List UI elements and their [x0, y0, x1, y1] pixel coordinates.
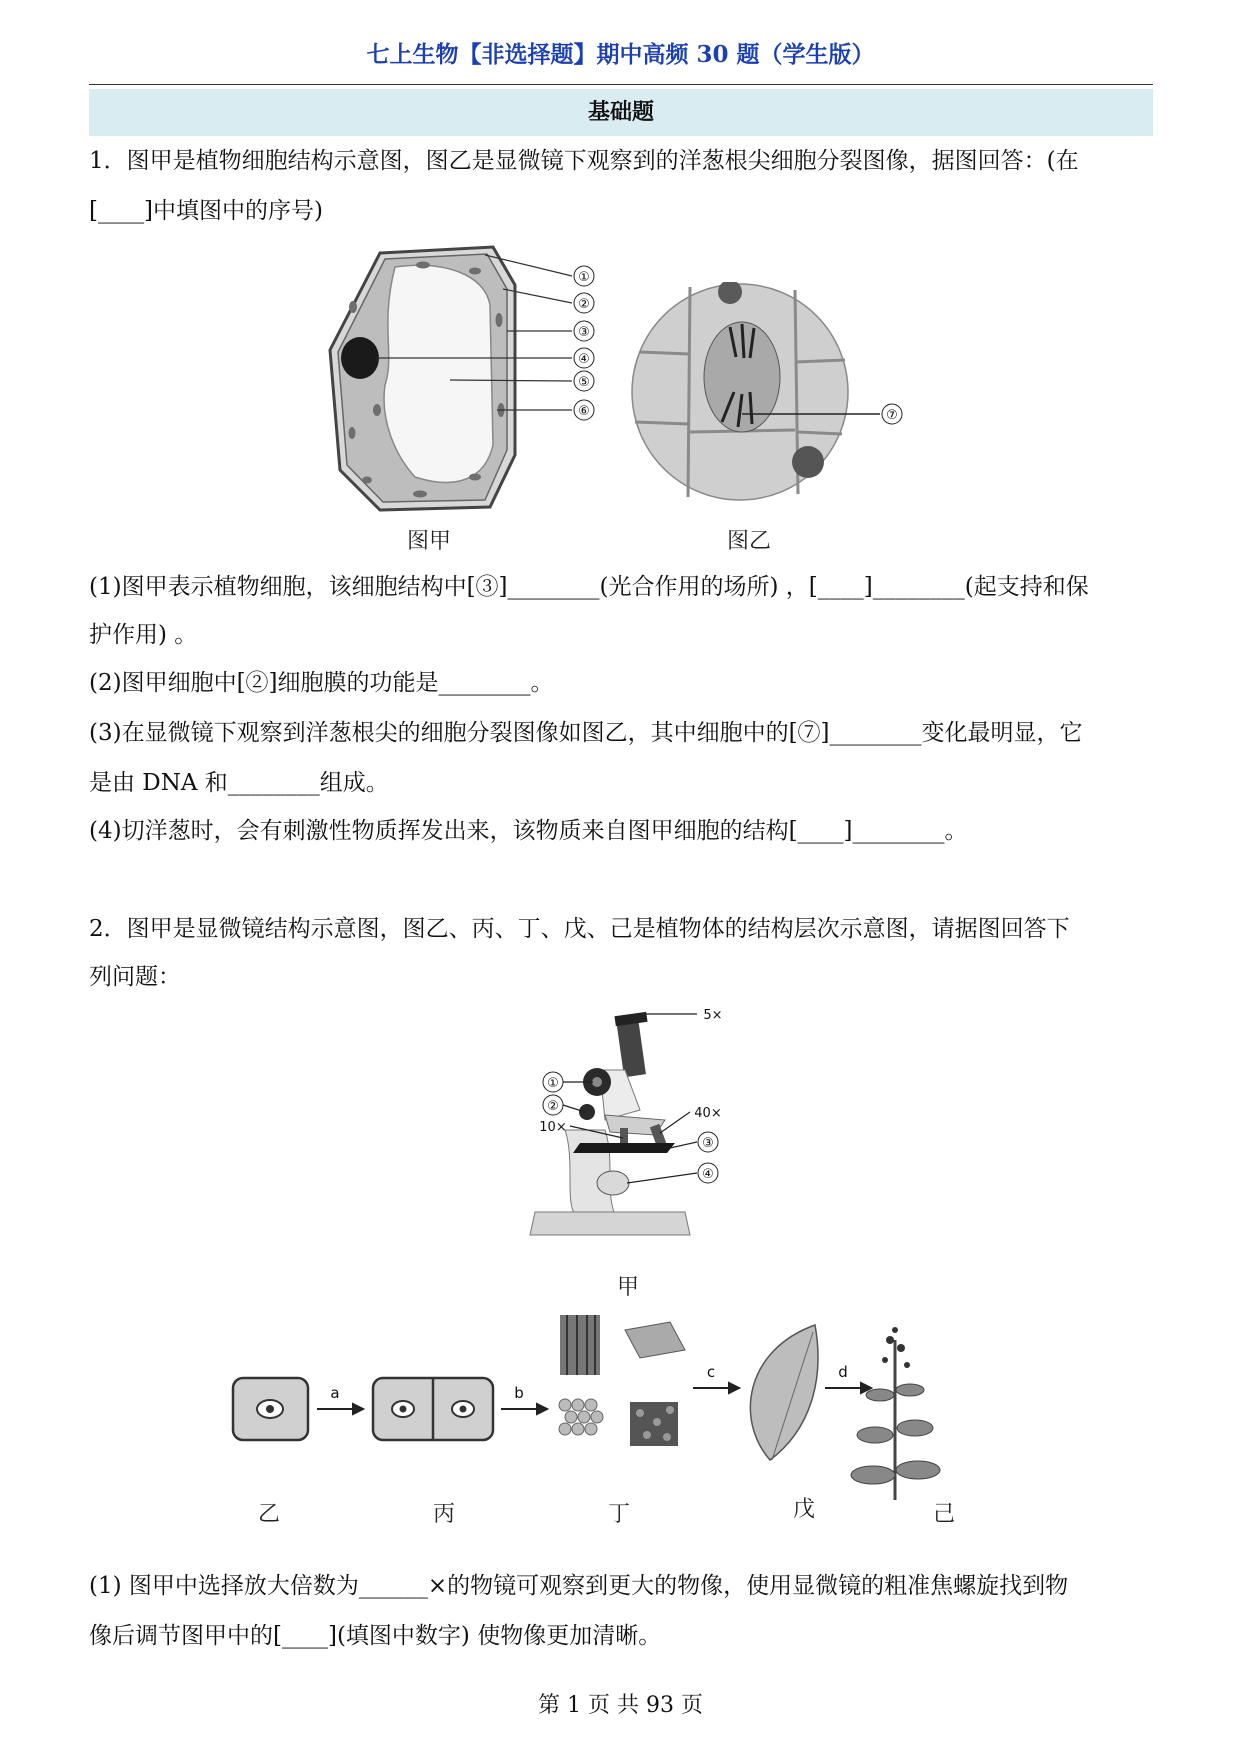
q2-sub1-line2: 像后调节图甲中的[____](填图中数字) 使物像更加清晰。	[89, 1623, 662, 1649]
q1-sub3-line1: (3)在显微镜下观察到洋葱根尖的细胞分裂图像如图乙，其中细胞中的[⑦]________变化最明显，它	[89, 720, 1083, 746]
arrow-label-d: d	[838, 1363, 848, 1381]
micro-label-10x: 10×	[539, 1120, 567, 1135]
micro-label-40x: 40×	[694, 1106, 722, 1121]
q1-stem-line2: [____]中填图中的序号)	[89, 198, 323, 224]
arrow-label-b: b	[514, 1384, 524, 1402]
q1-sub3-line2: 是由 DNA 和________组成。	[89, 770, 389, 796]
onion-root-micrograph	[630, 282, 920, 512]
cell-label-4: ④	[578, 352, 590, 367]
q1-caption-yi: 图乙	[727, 529, 772, 554]
stage-label-yi: 乙	[258, 1502, 281, 1527]
q2-stem-line2: 列问题：	[89, 964, 181, 990]
plant-cell-diagram	[325, 245, 620, 525]
q2-sub1-line1: (1) 图甲中选择放大倍数为______×的物镜可观察到更大的物像，使用显微镜的粗准焦螺旋找到物	[89, 1573, 1069, 1599]
q2-caption-jia: 甲	[617, 1275, 640, 1300]
cell-label-6: ⑥	[578, 404, 590, 419]
cell-label-1: ①	[578, 270, 590, 285]
cell-label-3: ③	[578, 325, 590, 340]
q1-sub1-line1: (1)图甲表示植物细胞，该细胞结构中[③]________(光合作用的场所) ，[____]________(起支持和保	[89, 574, 1089, 600]
arrow-label-a: a	[330, 1384, 340, 1402]
micro-label-2: ②	[547, 1099, 559, 1114]
q1-caption-jia: 图甲	[407, 529, 452, 554]
micro-label-5x: 5×	[703, 1008, 723, 1023]
stage-label-ding: 丁	[608, 1502, 631, 1527]
header-rule	[89, 84, 1153, 85]
q2-stem-line1: 2．图甲是显微镜结构示意图，图乙、丙、丁、戊、己是植物体的结构层次示意图，请据图回答下	[89, 916, 1070, 942]
cell-label-5: ⑤	[578, 375, 590, 390]
plant-structure-levels-diagram	[225, 1310, 1015, 1510]
stage-label-wu: 戊	[793, 1497, 816, 1522]
micro-label-3: ③	[702, 1136, 714, 1151]
micrograph-label-7: ⑦	[886, 408, 898, 423]
stage-label-bing: 丙	[433, 1502, 456, 1527]
q1-sub2: (2)图甲细胞中[②]细胞膜的功能是________。	[89, 670, 554, 696]
stage-label-ji: 己	[933, 1502, 956, 1527]
q1-stem-line1: 1．图甲是植物细胞结构示意图，图乙是显微镜下观察到的洋葱根尖细胞分裂图像，据图回答：(在	[89, 148, 1079, 174]
micro-label-1: ①	[547, 1076, 559, 1091]
micro-label-4: ④	[702, 1167, 714, 1182]
q1-sub1-line2: 护作用) 。	[89, 622, 198, 648]
page-header-title: 七上生物【非选择题】期中高频 30 题（学生版）	[366, 41, 875, 68]
page-footer: 第 1 页 共 93 页	[538, 1693, 703, 1718]
q1-sub4: (4)切洋葱时，会有刺激性物质挥发出来，该物质来自图甲细胞的结构[____]________。	[89, 818, 968, 844]
cell-label-2: ②	[578, 297, 590, 312]
arrow-label-c: c	[706, 1363, 716, 1381]
microscope-diagram	[505, 1000, 745, 1265]
section-title: 基础题	[89, 89, 1153, 136]
